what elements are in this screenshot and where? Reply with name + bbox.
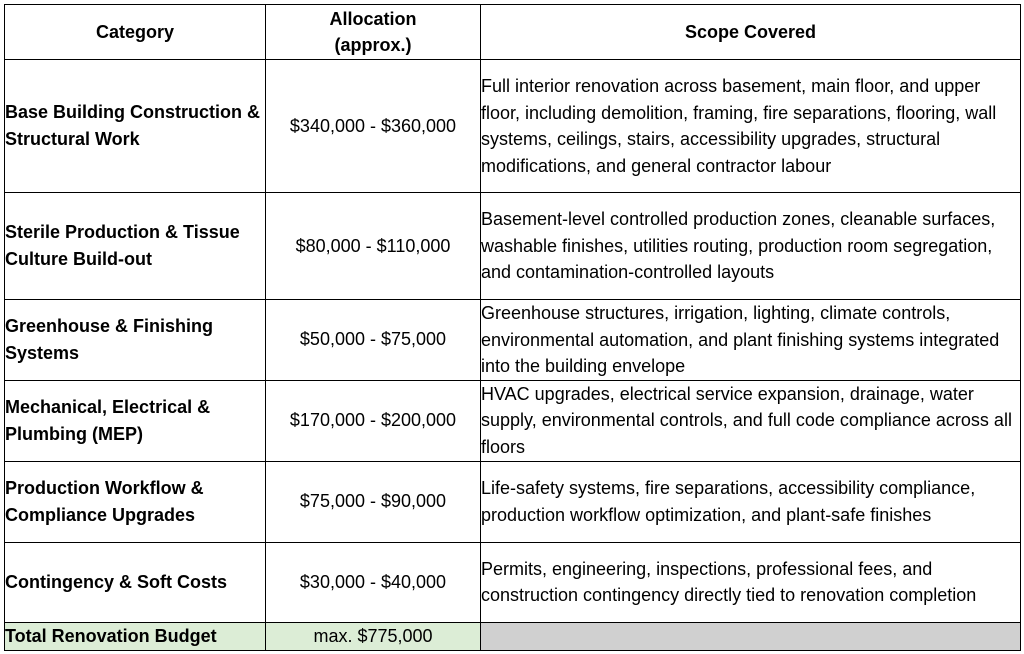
- total-label: Total Renovation Budget: [5, 622, 266, 650]
- table-row: [5, 300, 1021, 381]
- row-category: Sterile Production & Tissue Culture Build-out: [5, 193, 266, 300]
- row-category: Production Workflow & Compliance Upgrades: [5, 461, 266, 542]
- row-scope: Life-safety systems, fire separations, accessibility compliance, production workflow optimization, and plant-safe finishes: [481, 461, 1021, 542]
- row-scope: Basement-level controlled production zones, cleanable surfaces, washable finishes, utilities routing, production room segregation, and contamination-controlled layouts: [481, 193, 1021, 300]
- row-scope: Permits, engineering, inspections, professional fees, and construction contingency directly tied to renovation completion: [481, 542, 1021, 622]
- table-row: [5, 380, 1021, 461]
- row-category: Mechanical, Electrical & Plumbing (MEP): [5, 380, 266, 461]
- header-category: Category: [5, 5, 266, 60]
- header-scope: Scope Covered: [481, 5, 1021, 60]
- row-allocation: $75,000 - $90,000: [266, 461, 481, 542]
- row-scope: Greenhouse structures, irrigation, lighting, climate controls, environmental automation, and plant finishing systems integrated into the building envelope: [481, 300, 1021, 381]
- row-allocation: $340,000 - $360,000: [266, 60, 481, 193]
- row-category: Base Building Construction & Structural Work: [5, 60, 266, 193]
- table-row: [5, 60, 1021, 193]
- row-allocation: $80,000 - $110,000: [266, 193, 481, 300]
- table-row: [5, 193, 1021, 300]
- table-header-row: [5, 5, 1021, 60]
- header-allocation: [266, 5, 481, 60]
- row-allocation: $170,000 - $200,000: [266, 380, 481, 461]
- row-scope: Full interior renovation across basement, main floor, and upper floor, including demolition, framing, fire separations, flooring, wall systems, ceilings, stairs, accessibility upgrades, structural modifications, and general contractor labour: [481, 60, 1021, 193]
- table-row: [5, 542, 1021, 622]
- row-category: Contingency & Soft Costs: [5, 542, 266, 622]
- row-allocation: $50,000 - $75,000: [266, 300, 481, 381]
- total-scope: [481, 622, 1021, 650]
- total-value: max. $775,000: [266, 622, 481, 650]
- row-scope: HVAC upgrades, electrical service expansion, drainage, water supply, environmental controls, and full code compliance across all floors: [481, 380, 1021, 461]
- header-allocation-label: Allocation (approx.): [329, 9, 417, 55]
- total-row: [5, 622, 1021, 650]
- renovation-budget-table: [4, 4, 1021, 651]
- table-row: [5, 461, 1021, 542]
- row-allocation: $30,000 - $40,000: [266, 542, 481, 622]
- row-category: Greenhouse & Finishing Systems: [5, 300, 266, 381]
